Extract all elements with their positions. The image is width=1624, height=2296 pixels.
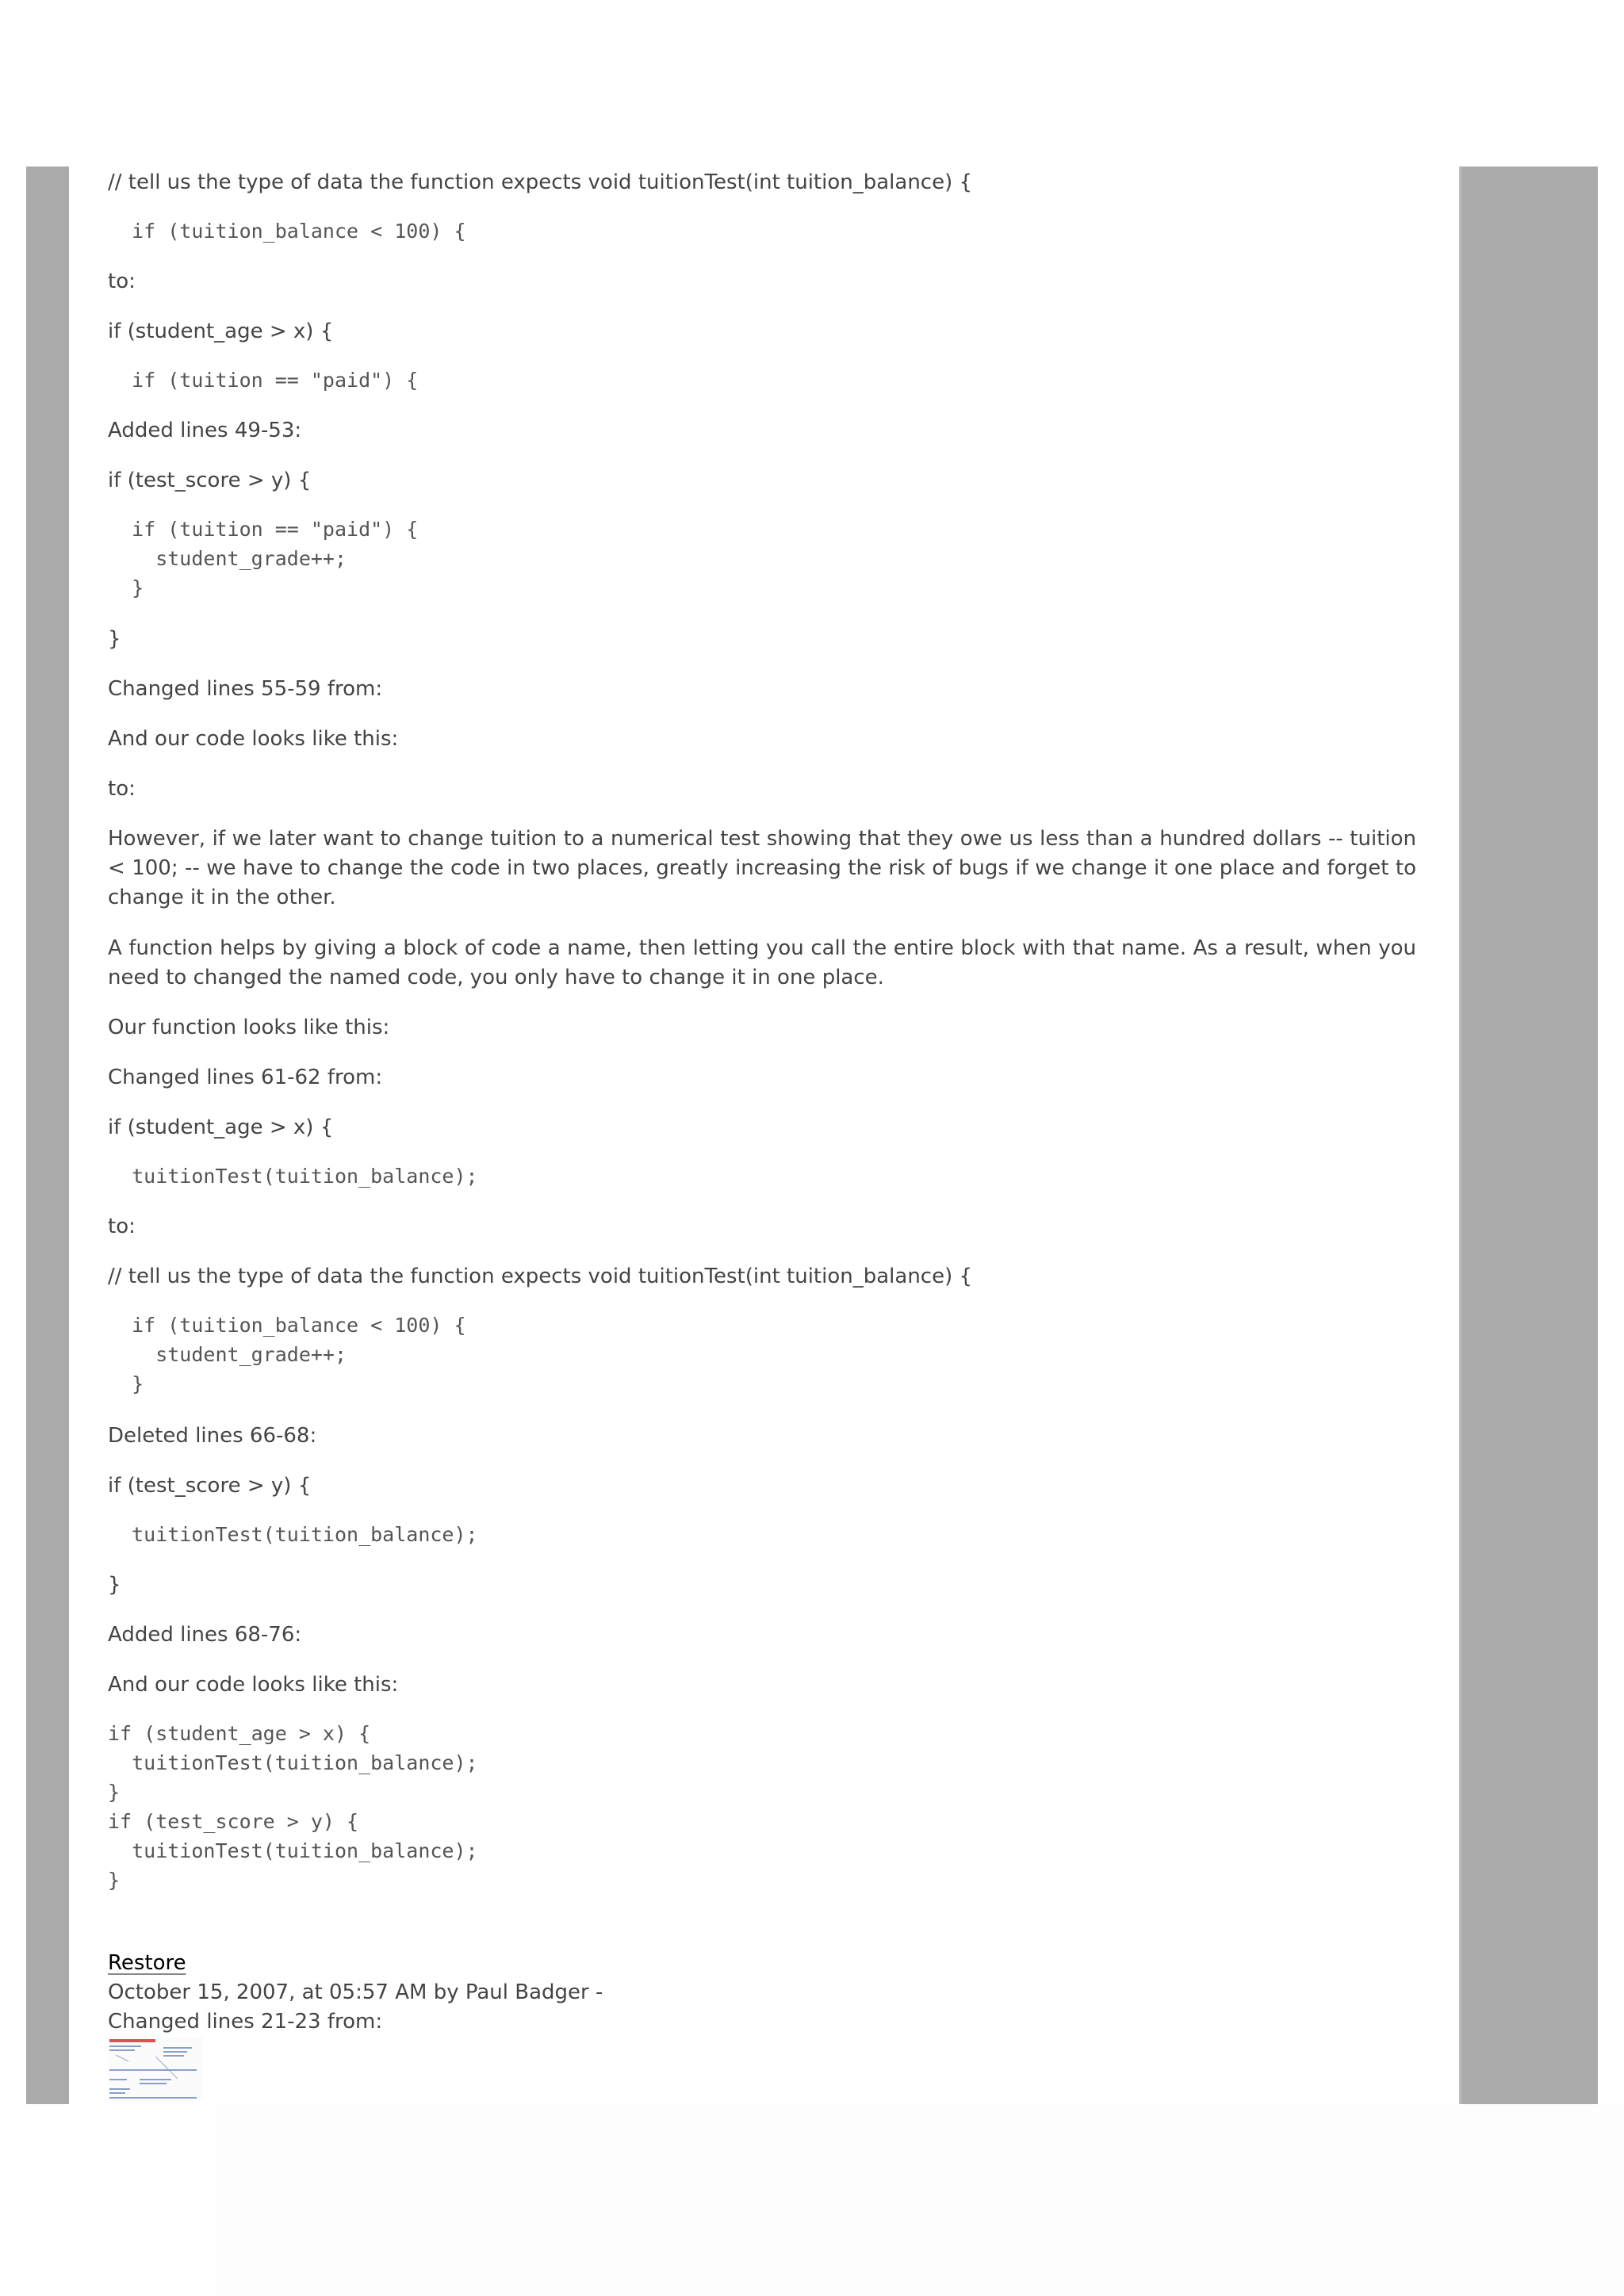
right-sidebar [1459, 166, 1598, 2104]
code-block: if (tuition == "paid") { student_grade++; } [132, 518, 419, 599]
text-line: to: [108, 270, 136, 293]
paragraph: However, if we later want to change tuition to a numerical test showing that they owe us less than a hundred dollars -- tuition < 100; -- we have to change the code in two places, greatly increasing the risk of bugs if we change it one place and forget to change it in the other. [108, 827, 1416, 909]
text-line: Added lines 68-76: [108, 1623, 302, 1647]
text-line: Our function looks like this: [108, 1016, 390, 1039]
code-block: if (tuition_balance < 100) { [108, 220, 466, 243]
text-line: And our code looks like this: [108, 1673, 399, 1697]
text-line: And our code looks like this: [108, 727, 399, 751]
text-line: if (test_score > y) { [108, 469, 312, 492]
text-line: Changed lines 55-59 from: [108, 677, 383, 701]
code-block: if (tuition == "paid") { [108, 369, 419, 392]
history-change-note: Changed lines 21-23 from: [108, 2010, 383, 2034]
code-block: tuitionTest(tuition_balance); [108, 1523, 478, 1546]
text-line: if (student_age > x) { [108, 320, 334, 343]
text-line: Added lines 49-53: [108, 419, 302, 442]
diagram-thumbnail[interactable] [108, 2038, 203, 2101]
text-line: // tell us the type of data the function expects void tuitionTest(int tuition_balance) { [108, 1265, 973, 1288]
code-block: tuitionTest(tuition_balance); [108, 1165, 478, 1188]
code-block: if (tuition_balance < 100) { student_grade++; } [132, 1314, 466, 1395]
text-line: if (test_score > y) { [108, 1474, 312, 1498]
diagram-thumbnail-icon [108, 2038, 203, 2101]
text-line: to: [108, 1215, 136, 1238]
footer-panel [216, 2104, 1624, 2296]
right-sidebar-edge [1459, 166, 1461, 2104]
text-line: if (student_age > x) { [108, 1115, 334, 1139]
left-sidebar [26, 166, 69, 2104]
history-entry [108, 1949, 1416, 2037]
text-line: } [108, 1573, 121, 1597]
text-line: to: [108, 777, 136, 801]
restore-link[interactable]: Restore [108, 1951, 186, 1975]
paragraph: A function helps by giving a block of code a name, then letting you call the entire block with that name. As a result, when you need to changed the named code, you only have to change it in one place. [108, 936, 1416, 989]
text-line: } [108, 627, 121, 651]
text-line: // tell us the type of data the function expects void tuitionTest(int tuition_balance) { [108, 170, 973, 194]
text-line: Changed lines 61-62 from: [108, 1066, 383, 1089]
text-line: Deleted lines 66-68: [108, 1424, 317, 1448]
history-meta: October 15, 2007, at 05:57 AM by Paul Badger - [108, 1980, 603, 2004]
code-block: if (student_age > x) { tuitionTest(tuition_balance); } if (test_score > y) { tuitionTest(tuition_balance); } [108, 1722, 478, 1892]
